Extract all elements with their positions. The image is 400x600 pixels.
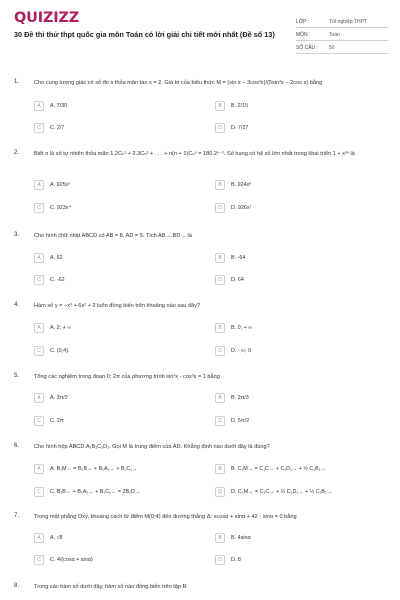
question-number: 2. (14, 150, 20, 156)
option-c[interactable] (34, 203, 194, 214)
option-c[interactable] (34, 555, 194, 566)
option-text: B. -64 (231, 255, 246, 261)
option-letter: A (34, 533, 44, 543)
option-d[interactable] (215, 203, 375, 214)
question-text: Trong các hàm số dưới đây, hàm số nào đồng biến trên tập R (34, 584, 187, 590)
option-b[interactable] (215, 253, 375, 264)
option-a[interactable] (34, 393, 194, 404)
option-letter: B (215, 323, 225, 333)
option-letter: C (34, 203, 44, 213)
question-number: 4. (14, 302, 20, 308)
option-b[interactable] (215, 464, 375, 475)
option-a[interactable] (34, 253, 194, 264)
option-a[interactable] (34, 101, 194, 112)
option-letter: A (34, 393, 44, 403)
option-letter: B (215, 253, 225, 263)
option-b[interactable] (215, 533, 375, 544)
option-letter: D (215, 123, 225, 133)
option-text: A. 925x⁵ (50, 182, 71, 188)
meta-key: MÔN : (296, 27, 329, 40)
option-letter: C (34, 275, 44, 285)
option-text: A. B₁M→ = B₁B→ + B₁A₁→ + B₁C₁→ (50, 466, 138, 472)
option-b[interactable] (215, 101, 375, 112)
option-text: B. 2π/3 (231, 395, 249, 401)
option-d[interactable] (215, 123, 375, 134)
option-text: C. 4/(cosα + sinα) (50, 557, 93, 563)
meta-row-count (296, 40, 388, 53)
question-number: 3. (14, 232, 20, 238)
meta-row-class (296, 14, 388, 27)
question-text: Trong mặt phẳng Oxy, khoảng cách từ điểm M(0;4) đến đường thẳng Δ: xcosα + sinα + 42 - sinα = 0 bằng (34, 514, 297, 520)
option-letter: C (34, 416, 44, 426)
option-text: C. 923x⁴ (50, 205, 71, 211)
option-text: C. B₁B→ + B₁A₁→ + B₁C₁→ = 2B₁D→ (50, 489, 141, 495)
option-c[interactable] (34, 487, 194, 498)
option-text: D. 5π/2 (231, 418, 250, 424)
meta-table (296, 14, 388, 54)
question-text: Cho cung lượng giác có số đo x thỏa mãn tan x = 2. Giá trị của biểu thức M = (sin x − 3cos³x)/(5sin³x − 2cos x) bằng (34, 80, 323, 86)
question-text: Biết n là số tự nhiên thỏa mãn 1.2Cₙ¹ + 2.3Cₙ² + . . . + n(n + 1)Cₙⁿ = 180.2ⁿ⁻². Số hạng có hệ số lớn nhất trong khai triển 1 + x³ⁿ là (34, 151, 355, 157)
question-text: Cho hình hộp ABCD.A₁B₁C₁D₁. Gọi M là trung điểm của AD. Khẳng định nào dưới đây là đúng? (34, 444, 270, 450)
option-text: B. 4sinα (231, 535, 251, 541)
question-number: 1. (14, 79, 20, 85)
option-a[interactable] (34, 323, 194, 334)
option-letter: B (215, 533, 225, 543)
option-letter: A (34, 253, 44, 263)
option-b[interactable] (215, 323, 375, 334)
option-text: D. - ∞; 0 (231, 348, 252, 354)
option-text: B. 924x⁶ (231, 182, 252, 188)
option-letter: D (215, 487, 225, 497)
option-text: A. 2; + ∞ (50, 325, 72, 331)
question-number: 6. (14, 443, 20, 449)
option-text: D. 926x⁷ (231, 205, 252, 211)
option-letter: C (34, 346, 44, 356)
option-letter: C (34, 123, 44, 133)
option-text: A. 7/30 (50, 103, 68, 109)
option-letter: A (34, 180, 44, 190)
option-c[interactable] (34, 123, 194, 134)
meta-value: Tốt nghiệp THPT (329, 14, 388, 27)
option-letter: B (215, 180, 225, 190)
question-number: 5. (14, 373, 20, 379)
option-text: C. 2π (50, 418, 64, 424)
option-text: D. 8 (231, 557, 241, 563)
option-c[interactable] (34, 275, 194, 286)
option-letter: D (215, 275, 225, 285)
option-c[interactable] (34, 416, 194, 427)
option-letter: A (34, 323, 44, 333)
option-d[interactable] (215, 487, 375, 498)
meta-key: SỐ CÂU : (296, 40, 329, 53)
option-text: D. 7/27 (231, 125, 249, 131)
question-number: 8. (14, 583, 20, 589)
option-c[interactable] (34, 346, 194, 357)
option-text: D. 64 (231, 277, 244, 283)
option-d[interactable] (215, 275, 375, 286)
option-letter: B (215, 464, 225, 474)
option-a[interactable] (34, 533, 194, 544)
question-text: Cho hình chữ nhật ABCD có AB = 8, AD = 5. Tích AB→.BD→ là (34, 233, 192, 239)
option-letter: A (34, 101, 44, 111)
quizizz-logo: QUIZIZZ (14, 10, 80, 26)
option-text: A. 62 (50, 255, 63, 261)
option-text: A. 3π/2 (50, 395, 68, 401)
option-b[interactable] (215, 180, 375, 191)
option-letter: A (34, 464, 44, 474)
option-a[interactable] (34, 464, 194, 475)
question-text: Hàm số y = −x³ + 6x² + 2 luôn đồng biến trên khoảng nào sau đây? (34, 303, 201, 309)
option-letter: D (215, 346, 225, 356)
worksheet-header (0, 0, 400, 62)
option-d[interactable] (215, 555, 375, 566)
question-text: Tổng các nghiệm trong đoạn 0; 2π của phương trình sin³x - cos³x = 1 bằng (34, 374, 220, 380)
option-letter: C (34, 555, 44, 565)
option-text: B. 2/15 (231, 103, 249, 109)
option-text: B. C₁M→ = C₁C→ + C₁D₁→ + ½ C₁B₁→ (231, 466, 326, 472)
meta-value: 50 (329, 40, 388, 53)
option-text: A. √8 (50, 535, 63, 541)
option-letter: D (215, 555, 225, 565)
option-a[interactable] (34, 180, 194, 191)
page-title: 30 Đề thi thử thpt quốc gia môn Toán có lời giải chi tiết mới nhất (Đề số 13) (14, 30, 275, 39)
option-text: C. -62 (50, 277, 65, 283)
option-letter: C (34, 487, 44, 497)
option-letter: B (215, 101, 225, 111)
option-d[interactable] (215, 416, 375, 427)
meta-key: LỚP : (296, 14, 329, 27)
option-text: B. 0; + ∞ (231, 325, 253, 331)
question-number: 7. (14, 513, 20, 519)
meta-row-subject (296, 27, 388, 40)
meta-value: Toán (329, 27, 388, 40)
option-text: C. (0;4). (50, 348, 70, 354)
option-letter: D (215, 416, 225, 426)
option-text: D. C₁M→ = C₁C→ + ½ C₁D₁→ + ½ C₁B₁→ (231, 489, 333, 495)
option-b[interactable] (215, 393, 375, 404)
option-text: C. 2/7 (50, 125, 65, 131)
option-letter: B (215, 393, 225, 403)
option-letter: D (215, 203, 225, 213)
option-d[interactable] (215, 346, 375, 357)
